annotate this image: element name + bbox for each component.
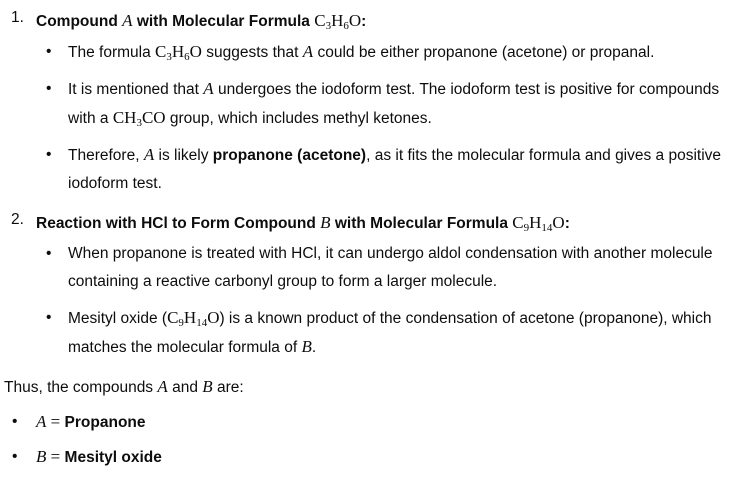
bullet-dot: •: [46, 43, 52, 60]
variable-b: B: [320, 213, 331, 232]
heading-colon: :: [361, 13, 367, 30]
bullet-dot: •: [46, 245, 52, 262]
molecular-formula: $C_9H_{14}O$: [512, 213, 565, 234]
answer-item: [12, 439, 750, 474]
bullet-dot: •: [46, 146, 52, 163]
answer-value: Mesityl oxide: [64, 449, 162, 466]
numbered-item-1: [0, 4, 750, 38]
heading-rest: with Molecular Formula: [136, 13, 310, 30]
molecular-formula: $C_3H_6O$: [314, 11, 362, 32]
variable-a: A =: [36, 412, 61, 431]
bullet-dot: •: [46, 309, 52, 326]
bullet-dot: •: [12, 448, 18, 465]
bullet-dot: •: [12, 413, 18, 430]
item-heading: [36, 4, 750, 38]
list-item: • When propanone is treated with HCl, it can undergo aldol condensation with another molecule containing a reactive carbonyl group to form a larger molecule.: [68, 240, 750, 296]
molecular-formula: $C_3H_6O$: [155, 42, 202, 63]
bullet-dot: •: [46, 80, 52, 97]
variable-b: B: [301, 337, 312, 356]
list-item: • Mesityl oxide $(C_9H_{14}O)$ is a known product of the condensation of acetone (propanone), which matches the molecular formula of B.: [68, 304, 750, 362]
bullet-list-2: [0, 240, 750, 362]
item-heading: [36, 206, 750, 240]
heading-text: Reaction with HCl to Form Compound: [36, 215, 316, 232]
answer-item: [12, 404, 750, 439]
answer-value: Propanone: [64, 414, 146, 431]
numbered-item-2: [0, 206, 750, 240]
summary-sentence: Thus, the compounds A and B are:: [4, 377, 244, 396]
list-item: • It is mentioned that A undergoes the iodoform test. The iodoform test is positive for compounds with a $CH_3CO$ group, which includes methyl ketones.: [68, 75, 750, 133]
heading-rest: with Molecular Formula: [334, 215, 508, 232]
bold-answer: propanone (acetone): [212, 147, 367, 164]
variable-a: A: [302, 42, 314, 61]
variable-a: A: [203, 79, 214, 98]
variable-a: A: [157, 377, 168, 396]
answer-list: [0, 404, 750, 474]
functional-group: $CH_3CO$: [112, 108, 166, 129]
item-number: 2.: [11, 211, 24, 228]
variable-b: B =: [36, 447, 61, 466]
variable-b: B: [202, 377, 213, 396]
bullet-list-1: [0, 38, 750, 198]
heading-text: Compound: [36, 13, 118, 30]
variable-a: A: [122, 11, 133, 30]
heading-colon: :: [564, 215, 570, 232]
variable-a: A: [143, 145, 155, 164]
list-item: • Therefore, A is likely propanone (acetone), as it fits the molecular formula and gives a positive iodoform test.: [68, 141, 750, 198]
item-number: 1.: [11, 9, 24, 26]
molecular-formula: $C_9H_{14}O$: [167, 308, 220, 329]
list-item: • The formula $C_3H_6O$ suggests that A could be either propanone (acetone) or propanal.: [68, 38, 750, 67]
